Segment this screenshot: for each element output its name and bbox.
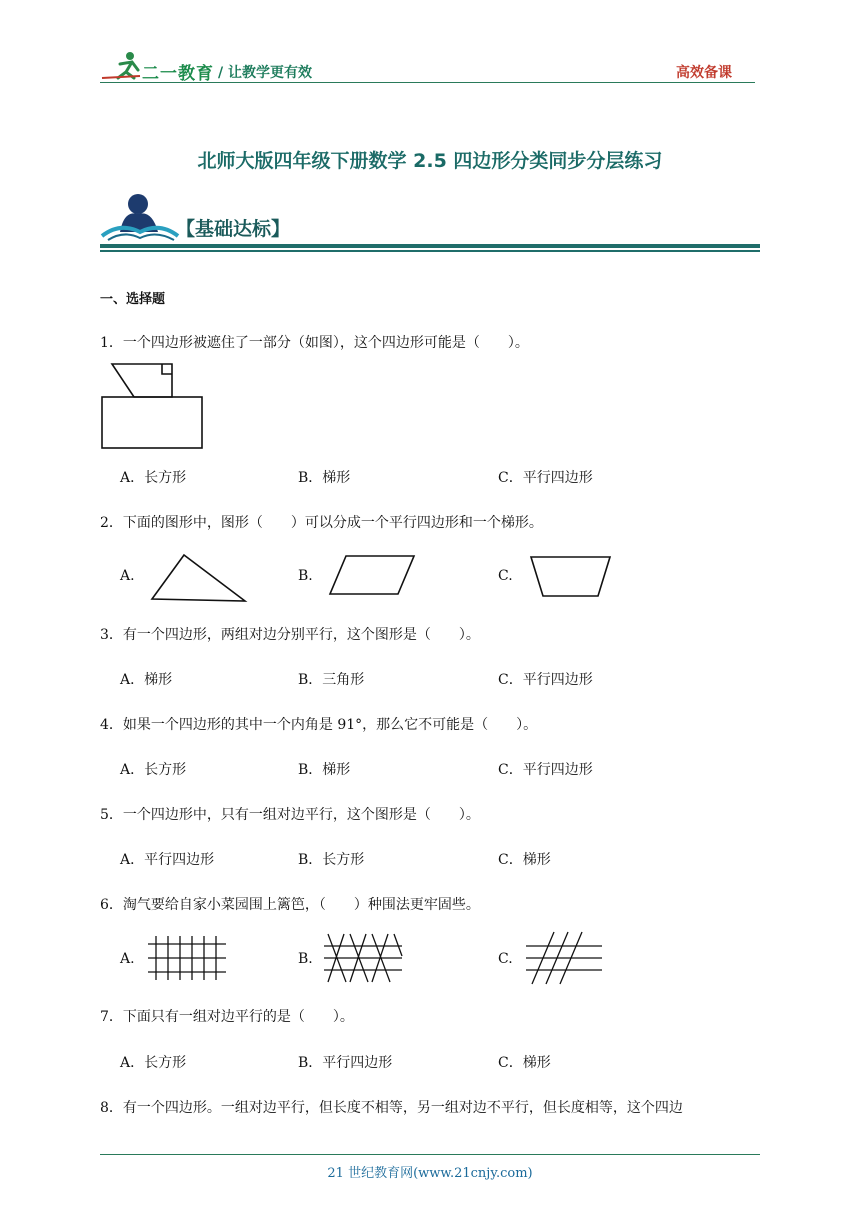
q2-parallelogram-figure (326, 552, 418, 598)
q6-slant-fence-figure (524, 930, 604, 986)
q7-option-a: A．长方形 (120, 1055, 187, 1071)
q4-option-b: B．梯形 (298, 762, 351, 778)
question-5: 5．一个四边形中，只有一组对边平行，这个图形是（ ）。 (100, 807, 480, 823)
q1-option-b: B．梯形 (298, 470, 351, 486)
part-heading: 一、选择题 (100, 292, 166, 307)
q2-option-a: A. (120, 568, 135, 584)
question-4: 4．如果一个四边形的其中一个内角是 91°，那么它不可能是（ ）。 (100, 717, 538, 733)
q5-option-a: A．平行四边形 (120, 852, 215, 868)
footer-text: 21 世纪教育网(www.21cnjy.com) (327, 1166, 533, 1181)
question-8: 8．有一个四边形。一组对边平行，但长度不相等，另一组对边不平行，但长度相等，这个四边 (100, 1100, 683, 1116)
q6-cross-fence-figure (322, 932, 404, 984)
question-7: 7．下面只有一组对边平行的是（ ）。 (100, 1009, 354, 1025)
section-divider-thin (100, 250, 760, 252)
q6-option-c: C. (498, 951, 513, 967)
question-1: 1．一个四边形被遮住了一部分（如图），这个四边形可能是（ ）。 (100, 335, 529, 351)
section-title: 【基础达标】 (176, 218, 291, 240)
q7-option-c: C．梯形 (498, 1055, 551, 1071)
q3-option-a: A．梯形 (120, 672, 173, 688)
q5-option-c: C．梯形 (498, 852, 551, 868)
reader-book-icon (100, 192, 180, 242)
q4-option-c: C．平行四边形 (498, 762, 593, 778)
q6-grid-fence-figure (146, 934, 228, 982)
q6-option-a: A. (120, 951, 135, 967)
header-tagline: 高效备课 (676, 65, 732, 81)
question-6: 6．淘气要给自家小菜园围上篱笆，（ ）种围法更牢固些。 (100, 897, 480, 913)
header-divider (100, 82, 755, 83)
q2-trapezoid-figure (528, 550, 614, 600)
q3-option-b: B．三角形 (298, 672, 365, 688)
q4-option-a: A．长方形 (120, 762, 187, 778)
footer-divider (100, 1154, 760, 1155)
q2-option-b: B. (298, 568, 313, 584)
q2-triangle-figure (150, 552, 250, 604)
q7-option-b: B．平行四边形 (298, 1055, 393, 1071)
brand-name: 二一教育 (142, 64, 214, 84)
q3-option-c: C．平行四边形 (498, 672, 593, 688)
question-2: 2．下面的图形中，图形（ ）可以分成一个平行四边形和一个梯形。 (100, 515, 543, 531)
brand-slogan: / 让教学更有效 (218, 65, 312, 81)
section-divider-thick (100, 244, 760, 248)
q6-option-b: B. (298, 951, 313, 967)
q1-option-c: C．平行四边形 (498, 470, 593, 486)
q2-option-c: C. (498, 568, 513, 584)
question-3: 3．有一个四边形，两组对边分别平行，这个图形是（ ）。 (100, 627, 480, 643)
question-1-figure (100, 362, 206, 452)
page-title: 北师大版四年级下册数学 2.5 四边形分类同步分层练习 (197, 150, 663, 172)
q5-option-b: B．长方形 (298, 852, 365, 868)
q1-option-a: A．长方形 (120, 470, 187, 486)
